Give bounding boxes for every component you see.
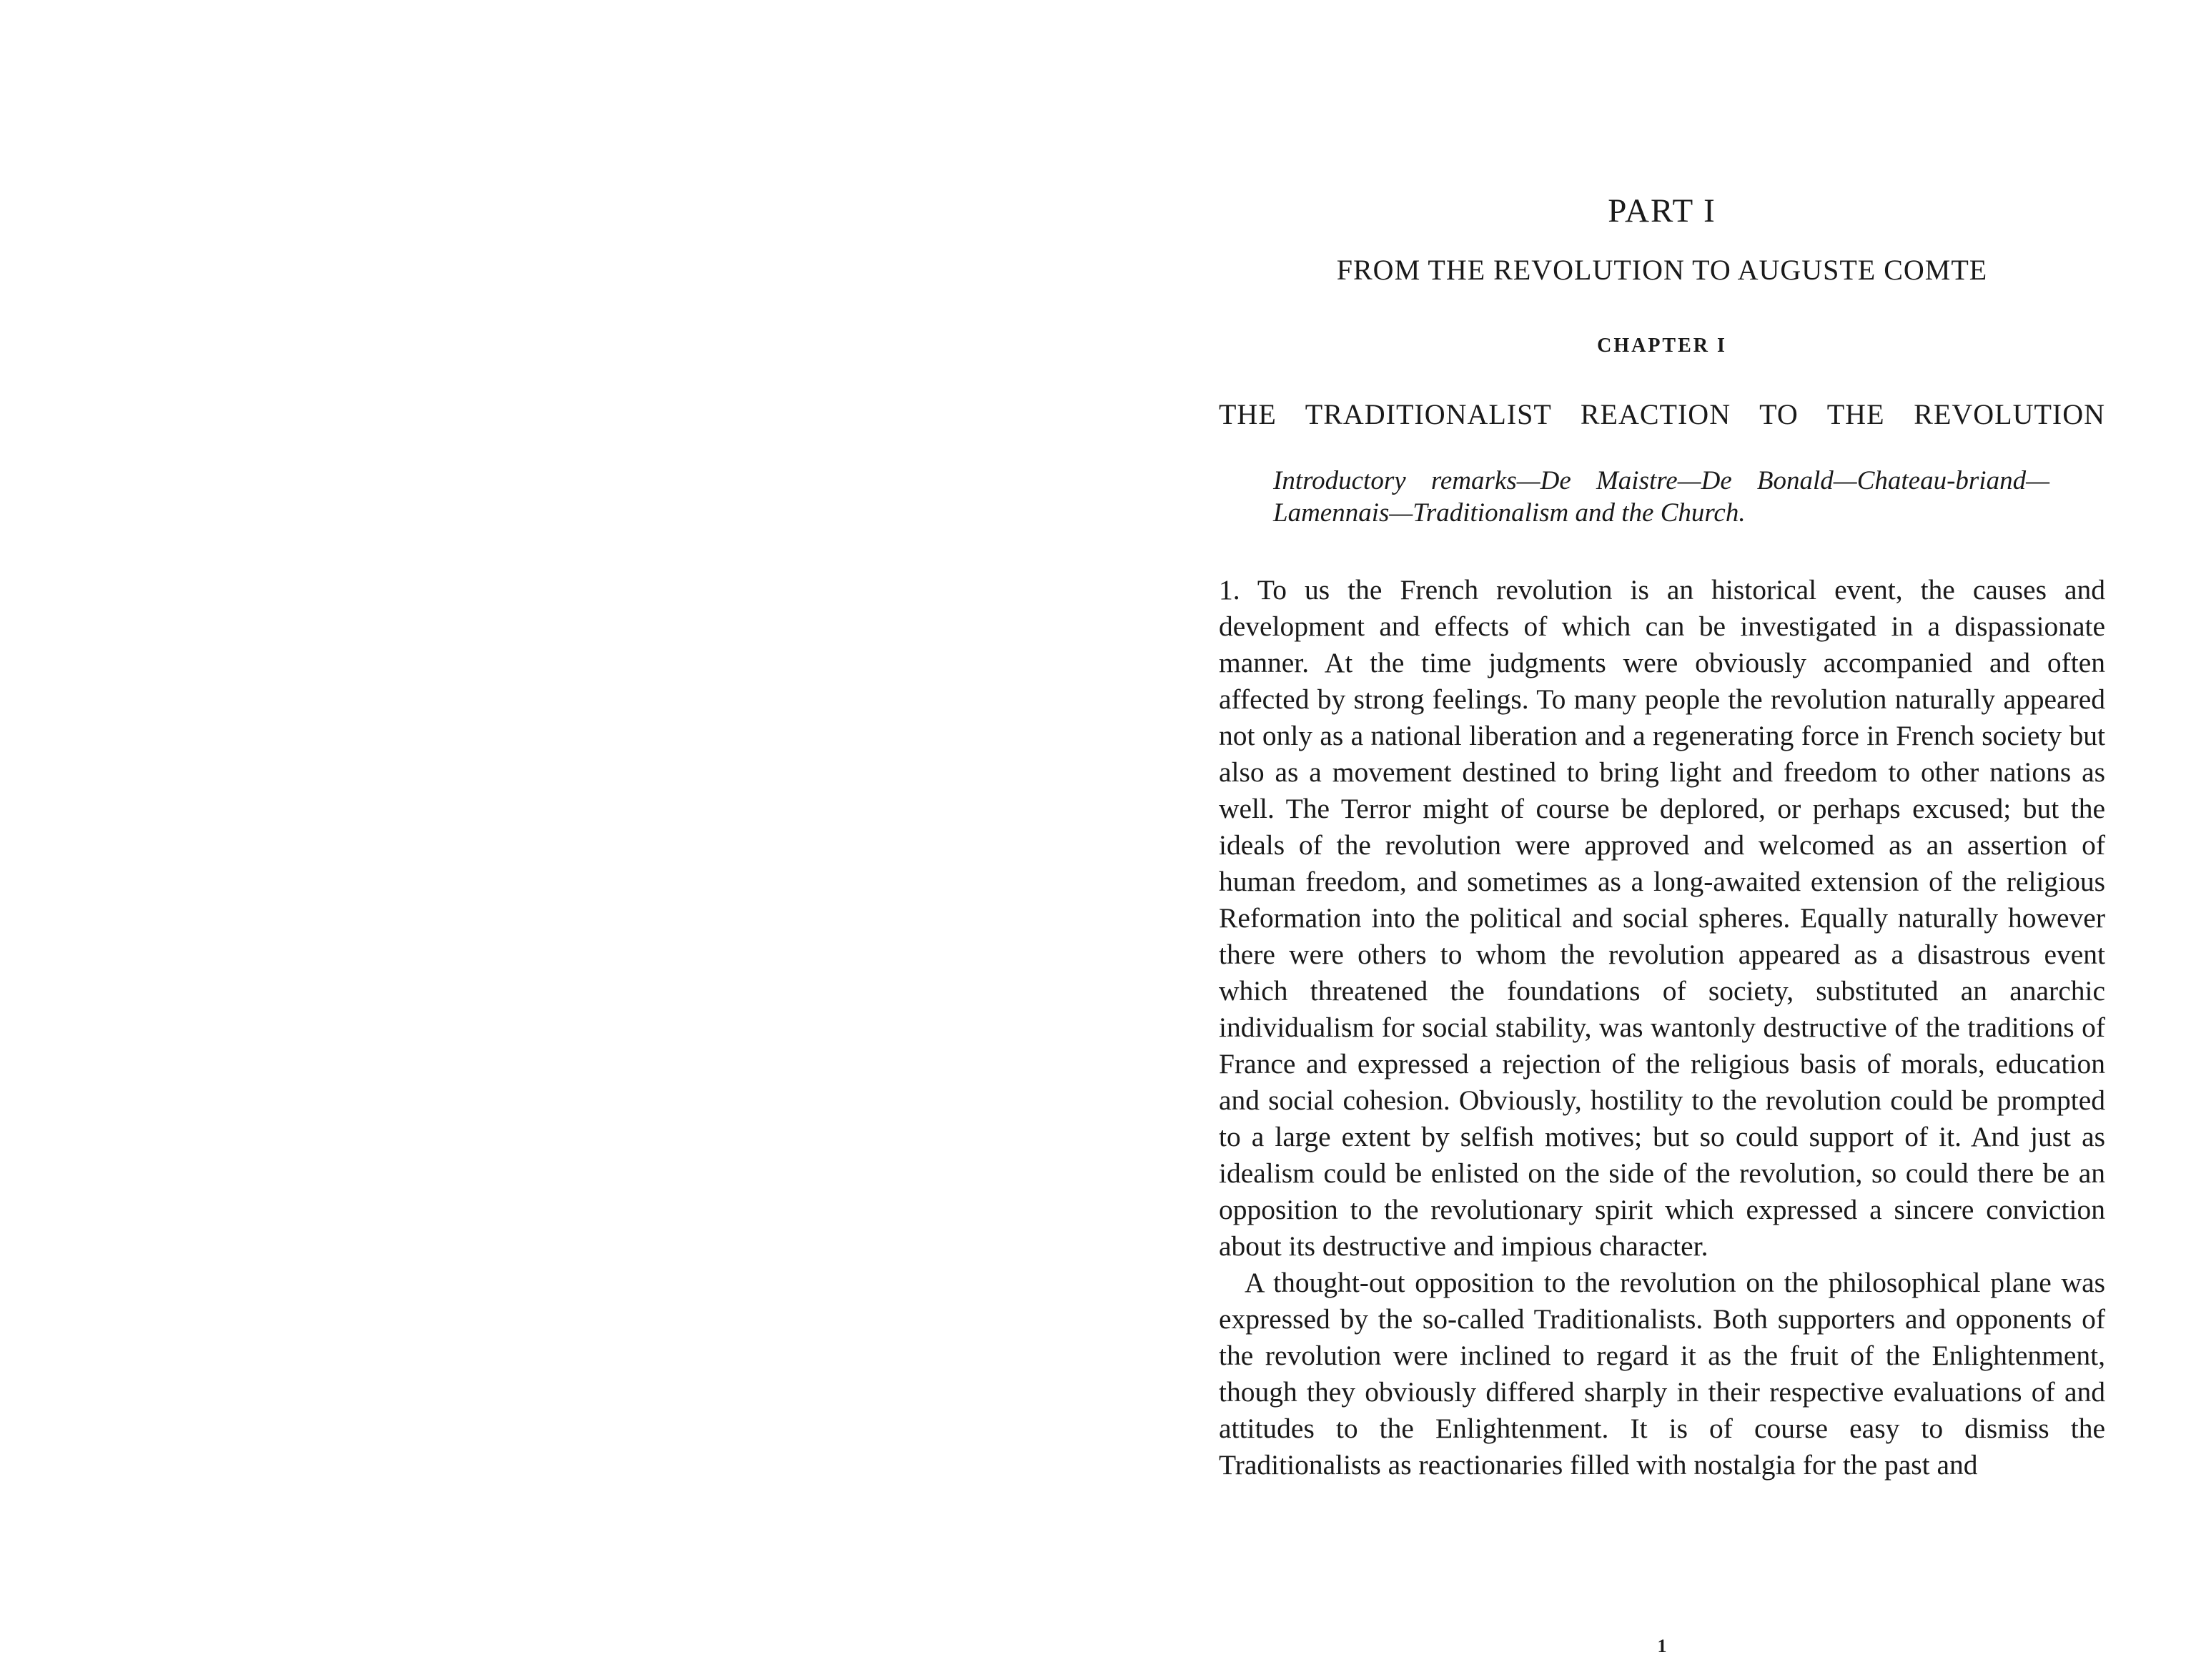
part-subtitle: FROM THE REVOLUTION TO AUGUSTE COMTE [1336, 254, 1988, 286]
section-number: 1. [1219, 574, 1240, 606]
right-page [1093, 0, 2186, 1680]
chapter-title: THE TRADITIONALIST REACTION TO THE REVOLUTION [1219, 398, 2105, 430]
chapter-label: CHAPTER I [1597, 335, 1727, 357]
part-title: PART I [1608, 192, 1716, 229]
chapter-synopsis: Introductory remarks—De Maistre—De Bonald—Chateau-briand—Lamennais—Traditionalism and the Church. [1273, 466, 2049, 528]
page-number: 1 [1657, 1636, 1667, 1656]
paragraph-2: A thought-out opposition to the revolution on the philosophical plane was expressed by the so-called Traditionalists. Both supporters and opponents of the revolution were inclined to regard it as the fruit of the Enlightenment, though they obviously differed sharply in their respective evaluations of and attitudes to the Enlightenment. It is of course easy to dismiss the Traditionalists as reactionaries filled with nostalgia for the past and [1219, 1267, 2105, 1481]
paragraph-1-text: To us the French revolution is an historical event, the causes and development and effects of which can be investigated in a dispassionate manner. At the time judgments were obviously accompanied and often affected by strong feelings. To many people the revolution naturally appeared not only as a national liberation and a regenerating force in French society but also as a movement destined to bring light and freedom to other nations as well. The Terror might of course be deplored, or perhaps excused; but the ideals of the revolution were approved and welcomed as an assertion of human freedom, and sometimes as a long-awaited extension of the religious Reformation into the political and social spheres. Equally naturally however there were others to whom the revolution appeared as a disastrous event which threatened the foundations of society, substituted an anarchic individualism for social stability, was wantonly destructive of the traditions of France and expressed a rejection of the religious basis of morals, education and social cohesion. Obviously, hostility to the revolution could be prompted to a large extent by selfish motives; but so could support of it. And just as idealism could be enlisted on the side of the revolution, so could there be an opposition to the revolutionary spirit which expressed a sincere conviction about its destructive and impious character. [1219, 574, 2105, 1262]
body-text [1219, 572, 2105, 1483]
paragraph-1 [1219, 572, 2105, 1265]
